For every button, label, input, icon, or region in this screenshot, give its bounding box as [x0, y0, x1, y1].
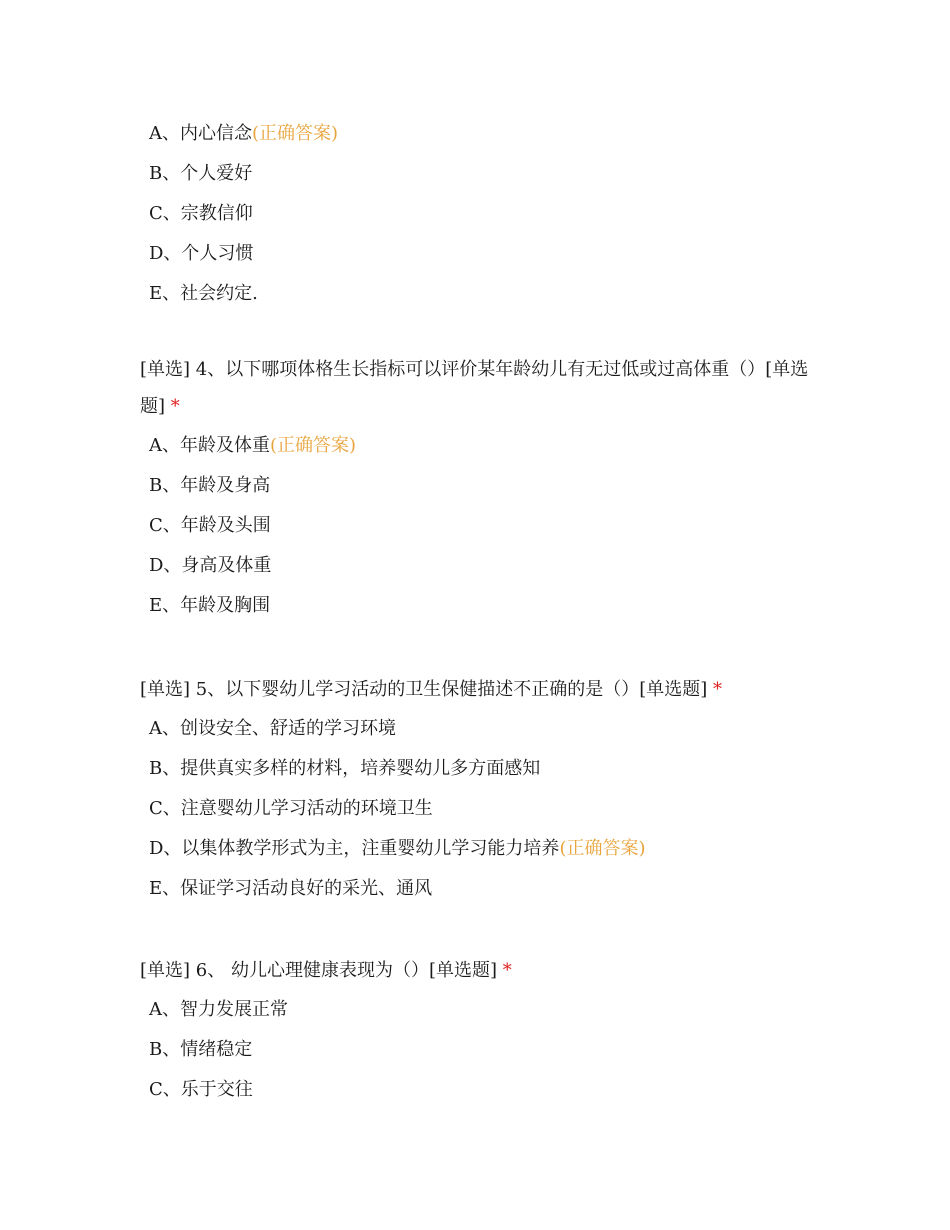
question-6-text	[140, 952, 820, 989]
option-q5-c	[140, 797, 820, 837]
option-text: E、年龄及胸围	[149, 595, 271, 616]
option-q6-a	[140, 998, 820, 1038]
option-q4-e	[140, 594, 820, 634]
option-text: A、内心信念	[149, 123, 252, 144]
question-text: [单选] 4、以下哪项体格生长指标可以评价某年龄幼儿有无过低或过高体重（）[单选题]	[140, 359, 809, 417]
option-q4-a	[140, 434, 820, 474]
correct-answer-label: (正确答案)	[559, 838, 646, 859]
option-text: C、宗教信仰	[149, 203, 253, 224]
correct-answer-label: (正确答案)	[252, 123, 339, 144]
option-q3-d	[140, 242, 820, 282]
option-q5-b	[140, 757, 820, 797]
question-text: [单选] 6、 幼儿心理健康表现为（）[单选题]	[140, 960, 497, 981]
option-text: C、注意婴幼儿学习活动的环境卫生	[149, 798, 433, 819]
option-text: B、情绪稳定	[149, 1039, 253, 1060]
required-mark: *	[502, 960, 512, 981]
question-4	[140, 351, 820, 634]
option-q4-c	[140, 514, 820, 554]
option-q6-c	[140, 1078, 820, 1118]
option-q3-e	[140, 282, 820, 322]
option-text: C、乐于交往	[149, 1079, 253, 1100]
option-text: B、年龄及身高	[149, 475, 271, 496]
option-text: D、以集体教学形式为主，注重婴幼儿学习能力培养	[149, 838, 560, 859]
option-text: A、年龄及体重	[149, 435, 270, 456]
option-q6-b	[140, 1038, 820, 1078]
question-5	[140, 671, 820, 917]
option-q4-d	[140, 554, 820, 594]
option-text: A、创设安全、舒适的学习环境	[149, 718, 396, 739]
question-6	[140, 952, 820, 1118]
option-q4-b	[140, 474, 820, 514]
option-text: E、保证学习活动良好的采光、通风	[149, 878, 433, 899]
required-mark: *	[713, 679, 722, 700]
option-q5-a	[140, 717, 820, 757]
option-text: E、社会约定.	[149, 283, 258, 304]
option-q3-a	[140, 122, 820, 162]
question-3-options	[140, 122, 820, 322]
question-text: [单选] 5、以下婴幼儿学习活动的卫生保健描述不正确的是（）[单选题]	[140, 679, 708, 700]
option-q3-c	[140, 202, 820, 242]
option-text: A、智力发展正常	[149, 999, 288, 1020]
option-text: D、身高及体重	[149, 555, 272, 576]
option-q3-b	[140, 162, 820, 202]
option-text: D、个人习惯	[149, 243, 254, 264]
option-q5-e	[140, 877, 820, 917]
correct-answer-label: (正确答案)	[270, 435, 357, 456]
option-q5-d	[140, 837, 820, 877]
question-4-text	[140, 351, 820, 425]
question-5-text	[140, 671, 820, 708]
option-text: C、年龄及头围	[149, 515, 271, 536]
option-text: B、个人爱好	[149, 163, 253, 184]
required-mark: *	[170, 396, 180, 417]
option-text: B、提供真实多样的材料，培养婴幼儿多方面感知	[149, 758, 541, 779]
